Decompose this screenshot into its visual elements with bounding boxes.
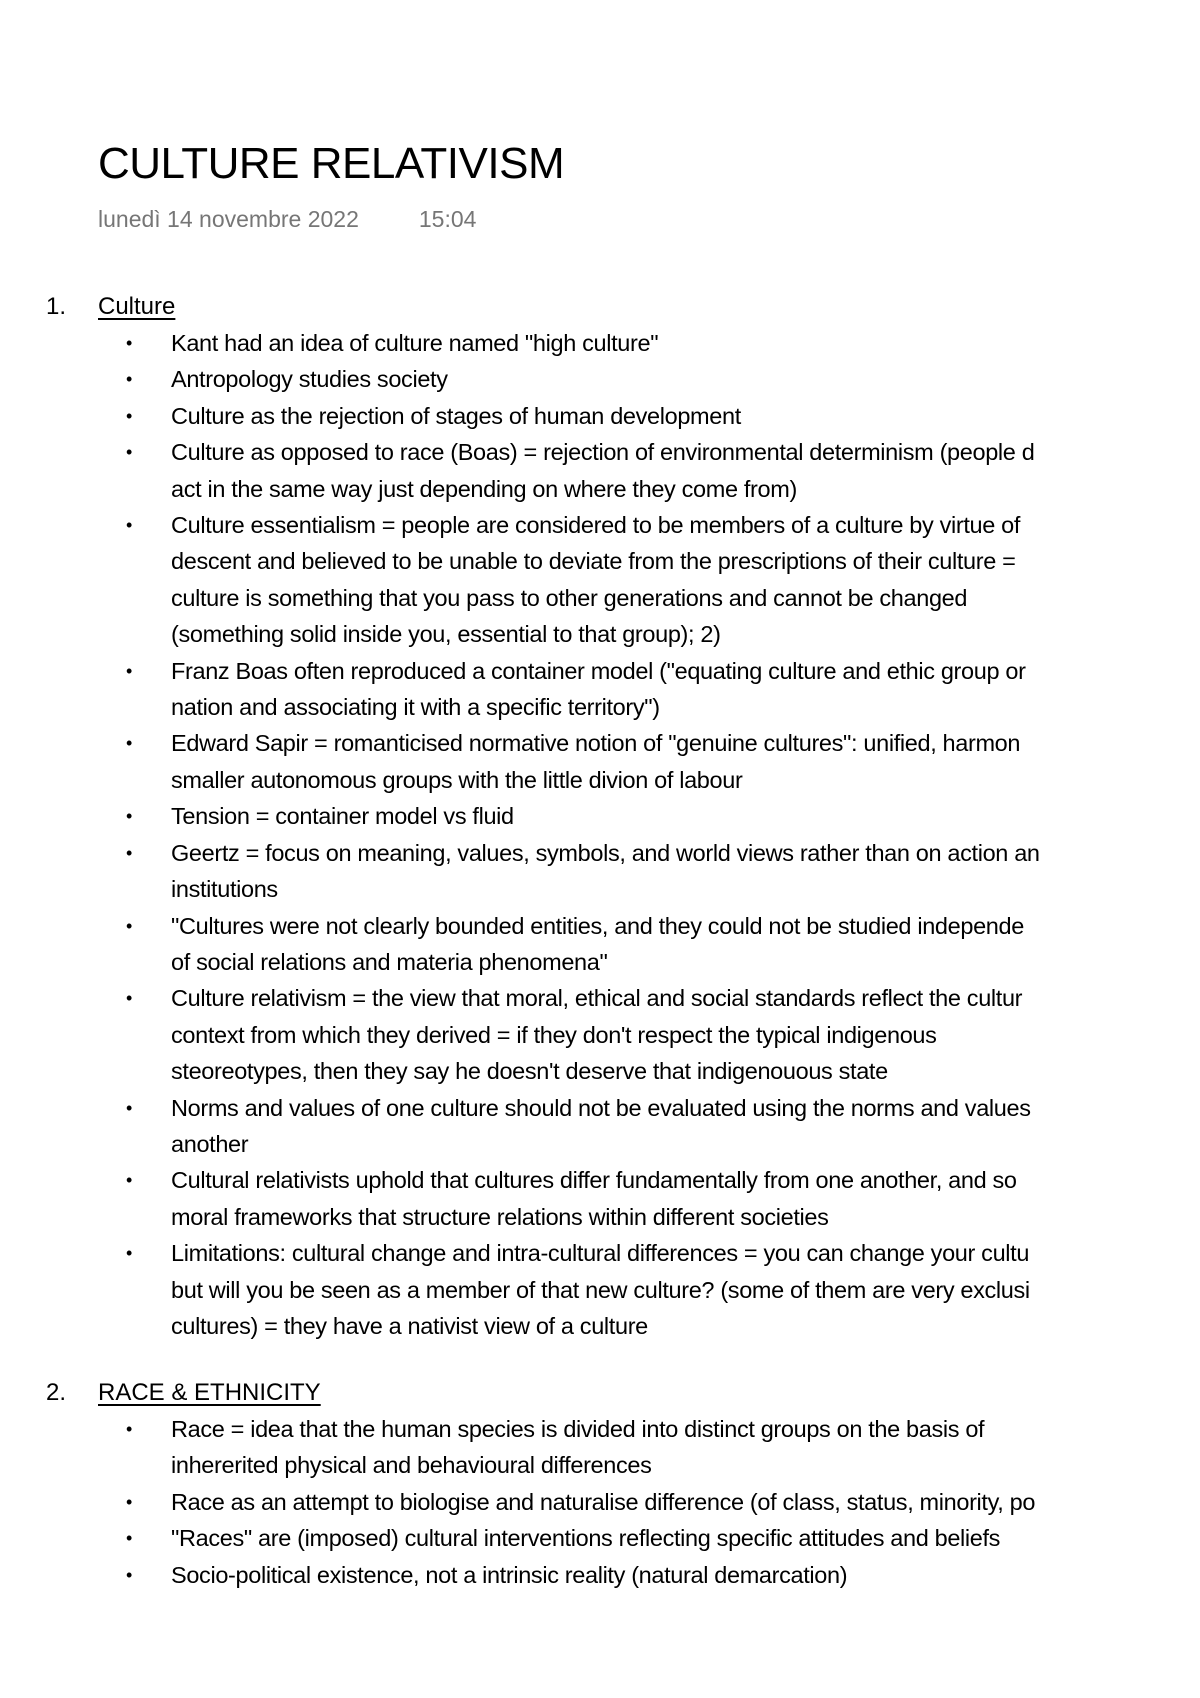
- note-time: 15:04: [418, 206, 477, 232]
- bullet-icon: •: [126, 806, 132, 827]
- list-item-line: Franz Boas often reproduced a container model ("equating culture and ethic group or: [171, 657, 1026, 684]
- bullet-icon: •: [126, 1564, 132, 1585]
- list-item-line: descent and believed to be unable to deviate from the prescriptions of their culture =: [171, 548, 1016, 575]
- list-item: [0, 1411, 1200, 1484]
- list-item-line: Culture as the rejection of stages of human development: [171, 402, 741, 429]
- list-item-line: act in the same way just depending on where they come from): [171, 475, 797, 502]
- bullet-list: [0, 325, 1200, 1344]
- bullet-icon: •: [126, 369, 132, 390]
- bullet-icon: •: [126, 660, 132, 681]
- list-item-line: Culture as opposed to race (Boas) = rejection of environmental determinism (people d: [171, 439, 1035, 466]
- list-item-line: but will you be seen as a member of that new culture? (some of them are very exclusi: [171, 1276, 1030, 1303]
- bullet-icon: •: [126, 915, 132, 936]
- list-item: [0, 325, 1200, 361]
- section-race-ethnicity: [0, 1375, 1200, 1593]
- list-item: [0, 398, 1200, 434]
- section-heading: [0, 289, 1200, 325]
- list-item: [0, 908, 1200, 981]
- section-culture: [0, 289, 1200, 1344]
- list-item-line: institutions: [171, 876, 278, 903]
- list-item: [0, 653, 1200, 726]
- list-item: [0, 1090, 1200, 1163]
- list-item-line: steoreotypes, then they say he doesn't deserve that indigenouous state: [171, 1058, 888, 1085]
- list-item-line: Tension = container model vs fluid: [171, 803, 514, 830]
- bullet-icon: •: [126, 333, 132, 353]
- list-item-line: of social relations and materia phenomena": [171, 948, 608, 975]
- list-item-line: context from which they derived = if they don't respect the typical indigenous: [171, 1021, 937, 1048]
- bullet-icon: •: [126, 515, 132, 536]
- bullet-icon: •: [126, 842, 132, 863]
- list-item-line: smaller autonomous groups with the little divion of labour: [171, 766, 743, 793]
- list-item: [0, 1235, 1200, 1344]
- list-item-line: nation and associating it with a specific territory"): [171, 694, 660, 721]
- list-item: [0, 1484, 1200, 1520]
- list-item-line: Kant had an idea of culture named "high culture": [171, 330, 659, 356]
- note-timestamp: [98, 203, 476, 235]
- section-title: RACE & ETHNICITY: [98, 1379, 321, 1406]
- bullet-icon: •: [126, 1170, 132, 1191]
- list-item-line: another: [171, 1130, 249, 1157]
- list-item: [0, 1162, 1200, 1235]
- bullet-icon: •: [126, 405, 132, 426]
- list-item: [0, 434, 1200, 507]
- section-heading: [0, 1375, 1200, 1411]
- list-item-line: moral frameworks that structure relations within different societies: [171, 1203, 829, 1230]
- list-item: [0, 798, 1200, 834]
- list-item-line: Culture essentialism = people are considered to be members of a culture by virtue of: [171, 512, 1021, 539]
- list-item-line: Edward Sapir = romanticised normative notion of "genuine cultures": unified, harmon: [171, 730, 1021, 757]
- bullet-icon: •: [126, 1243, 132, 1264]
- list-item-line: (something solid inside you, essential to that group); 2): [171, 621, 721, 648]
- list-item-line: Race = idea that the human species is divided into distinct groups on the basis of: [171, 1416, 985, 1442]
- list-item: [0, 507, 1200, 653]
- bullet-icon: •: [126, 1419, 132, 1439]
- list-item: [0, 725, 1200, 798]
- list-item-line: Geertz = focus on meaning, values, symbols, and world views rather than on action an: [171, 839, 1040, 866]
- list-item-line: Socio-political existence, not a intrinsic reality (natural demarcation): [171, 1561, 848, 1588]
- bullet-icon: •: [126, 442, 132, 463]
- list-item-line: cultures) = they have a nativist view of a culture: [171, 1312, 648, 1339]
- list-item: [0, 1557, 1200, 1593]
- list-item-line: culture is something that you pass to other generations and cannot be changed: [171, 584, 968, 611]
- bullet-icon: •: [126, 1097, 132, 1118]
- section-title: Culture: [98, 293, 176, 320]
- list-item-line: Race as an attempt to biologise and naturalise difference (of class, status, minority, po: [171, 1488, 1036, 1515]
- page-title: CULTURE RELATIVISM: [98, 139, 565, 188]
- list-item-line: Cultural relativists uphold that cultures differ fundamentally from one another, and so: [171, 1167, 1017, 1194]
- bullet-icon: •: [126, 988, 132, 1009]
- note-date: lunedì 14 novembre 2022: [98, 206, 359, 232]
- list-item-line: Limitations: cultural change and intra-cultural differences = you can change your cultu: [171, 1240, 1030, 1267]
- list-item: [0, 1520, 1200, 1556]
- list-item: [0, 980, 1200, 1089]
- section-number: 2.: [46, 1379, 67, 1406]
- section-number: 1.: [46, 293, 67, 320]
- list-item-line: "Cultures were not clearly bounded entities, and they could not be studied independe: [171, 912, 1024, 939]
- list-item-line: Norms and values of one culture should not be evaluated using the norms and values: [171, 1094, 1031, 1121]
- list-item: [0, 835, 1200, 908]
- bullet-icon: •: [126, 1528, 132, 1549]
- bullet-icon: •: [126, 1491, 132, 1512]
- list-item: [0, 361, 1200, 397]
- bullet-icon: •: [126, 733, 132, 754]
- bullet-list: [0, 1411, 1200, 1593]
- list-item-line: Antropology studies society: [171, 366, 448, 393]
- list-item-line: Culture relativism = the view that moral, ethical and social standards reflect the cultur: [171, 985, 1023, 1012]
- list-item-line: inhererited physical and behavioural differences: [171, 1452, 652, 1479]
- list-item-line: "Races" are (imposed) cultural interventions reflecting specific attitudes and beliefs: [171, 1525, 1001, 1552]
